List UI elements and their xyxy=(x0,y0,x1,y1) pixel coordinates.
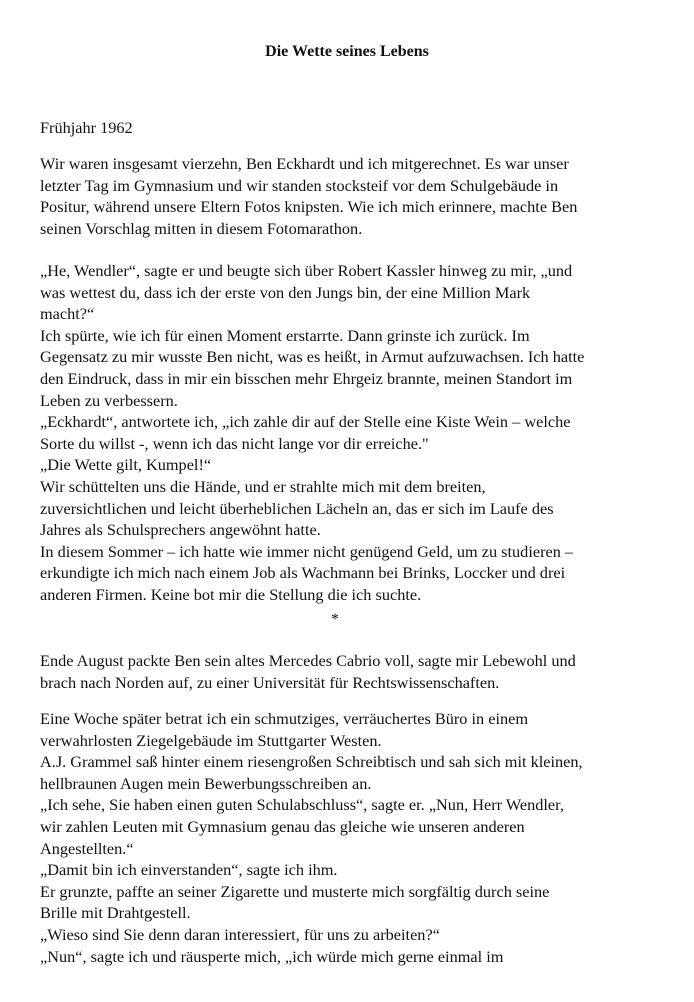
text-line: „Wieso sind Sie denn daran interessiert, für uns zu arbeiten?“ xyxy=(40,924,440,944)
text-line: Positur, während unsere Eltern Fotos knipsten. Wie ich mich erinnere, machte Ben xyxy=(40,197,578,217)
text-line: verwahrlosten Ziegelgebäude im Stuttgarter Westen. xyxy=(40,730,382,750)
section-separator: * xyxy=(331,611,339,628)
text-line: „Eckhardt“, antwortete ich, „ich zahle dir auf der Stelle eine Kiste Wein – welche xyxy=(40,412,571,432)
text-line: Ich spürte, wie ich für einen Moment erstarrte. Dann grinste ich zurück. Im xyxy=(40,325,530,345)
text-line: Wir waren insgesamt vierzehn, Ben Eckhardt und ich mitgerechnet. Es war unser xyxy=(40,154,569,173)
text-line: „Ich sehe, Sie haben einen guten Schulabschluss“, sagte er. „Nun, Herr Wendler, xyxy=(40,795,564,815)
text-line: Jahres als Schulsprechers angewöhnt hatte. xyxy=(40,520,321,540)
text-line: „Damit bin ich einverstanden“, sagte ich ihm. xyxy=(40,860,338,880)
text-line: brach nach Norden auf, zu einer Universität für Rechtswissenschaften. xyxy=(40,672,500,692)
text-line: A.J. Grammel saß hinter einem riesengroßen Schreibtisch und sah sich mit kleinen, xyxy=(40,752,583,772)
text-line: hellbraunen Augen mein Bewerbungsschreiben an. xyxy=(40,773,372,793)
text-line: Leben zu verbessern. xyxy=(40,390,178,410)
section-heading xyxy=(40,117,680,139)
text-line: „Nun“, sagte ich und räusperte mich, „ich würde mich gerne einmal im xyxy=(40,946,504,966)
text-line: Ende August packte Ben sein altes Mercedes Cabrio voll, sagte mir Lebewohl und xyxy=(40,651,576,670)
text-line: Sorte du willst -, wenn ich das nicht lange vor dir erreiche." xyxy=(40,433,429,453)
paragraph-1 xyxy=(40,153,680,239)
text-line: zuversichtlichen und leicht überheblichen Lächeln an, das er sich im Laufe des xyxy=(40,498,554,518)
text-line: macht?“ xyxy=(40,304,95,324)
paragraph-3 xyxy=(40,650,680,693)
text-line: erkundigte ich mich nach einem Job als Wachmann bei Brinks, Loccker und drei xyxy=(40,563,566,583)
text-line: anderen Firmen. Keine bot mir die Stellung die ich suchte. xyxy=(40,584,422,604)
text-line: „He, Wendler“, sagte er und beugte sich über Robert Kassler hinweg zu mir, „und xyxy=(40,261,573,280)
text-line: „Die Wette gilt, Kumpel!“ xyxy=(40,455,212,475)
text-line: Gegensatz zu mir wusste Ben nicht, was es heißt, in Armut aufzuwachsen. Ich hatte xyxy=(40,347,585,367)
paragraph-2 xyxy=(40,260,680,606)
text-line: wir zahlen Leuten mit Gymnasium genau das gleiche wie unseren anderen xyxy=(40,816,525,836)
text-line: letzter Tag im Gymnasium und wir standen stocksteif vor dem Schulgebäude in xyxy=(40,175,559,195)
text-line: Wir schüttelten uns die Hände, und er strahlte mich mit dem breiten, xyxy=(40,476,486,496)
text-line: Eine Woche später betrat ich ein schmutziges, verräuchertes Büro in einem xyxy=(40,709,528,728)
text-line: Angestellten.“ xyxy=(40,838,134,858)
paragraph-4 xyxy=(40,708,680,967)
section-heading-text: Frühjahr 1962 xyxy=(40,118,133,137)
text-line: Er grunzte, paffte an seiner Zigarette und musterte mich sorgfältig durch seine xyxy=(40,881,550,901)
text-line: den Eindruck, dass in mir ein bisschen mehr Ehrgeiz brannte, meinen Standort im xyxy=(40,368,573,388)
text-line: seinen Vorschlag mitten in diesem Fotomarathon. xyxy=(40,218,363,238)
text-line: was wettest du, dass ich der erste von den Jungs bin, der eine Million Mark xyxy=(40,282,531,302)
text-line: In diesem Sommer – ich hatte wie immer nicht genügend Geld, um zu studieren – xyxy=(40,541,574,561)
text-line: Brille mit Drahtgestell. xyxy=(40,903,191,923)
document-title: Die Wette seines Lebens xyxy=(265,43,429,60)
